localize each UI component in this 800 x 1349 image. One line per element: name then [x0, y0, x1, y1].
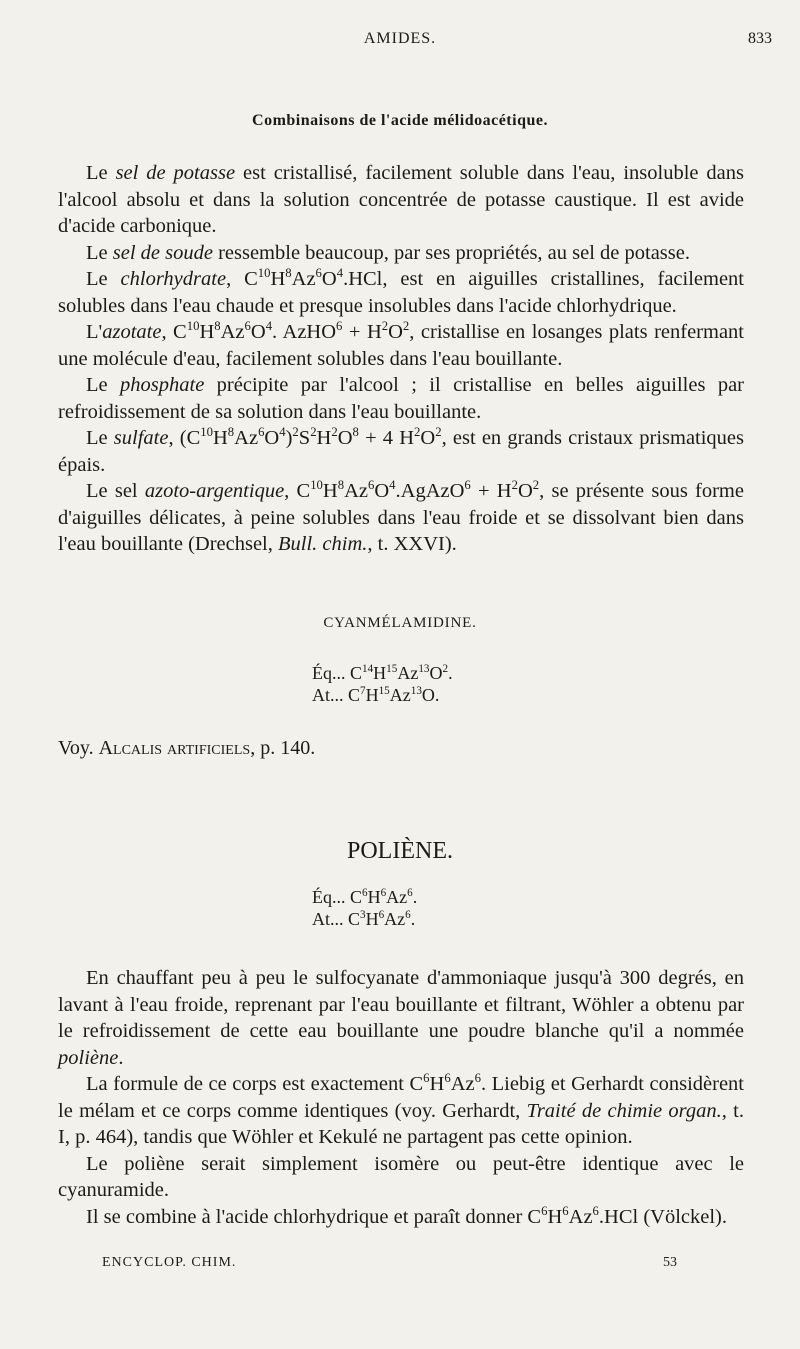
poliene-formulas	[312, 886, 417, 930]
superscript: 15	[378, 685, 390, 697]
superscript: 6	[315, 266, 322, 281]
superscript: 4	[279, 425, 286, 440]
superscript: 2	[381, 319, 389, 334]
superscript: 6	[380, 887, 387, 899]
paragraph: La formule de ce corps est exactement $C^6H^6Az^6$. Liebig et Gerhardt considèrent le mélam et ce corps comme identiques (voy. Gerhardt, Traité de chimie organ., t. I, p. 464), tandis que Wöhler et Kekulé ne partagent pas cette opinion.	[58, 1071, 745, 1148]
italic-term: azotate	[102, 321, 162, 343]
page-number: 833	[748, 30, 772, 47]
superscript: 6	[407, 887, 413, 899]
poliene-title: POLIÈNE.	[347, 838, 453, 864]
paragraph: En chauffant peu à peu le sulfocyanate d'ammoniaque jusqu'à 300 degrés, en lavant à l'eau froide, reprenant par l'eau bouillante et filtrant, Wöhler a obtenu par le refroidissement de cette eau bouillante une poudre blanche qu'il a nommée poliène.	[58, 967, 744, 1069]
superscript: 6	[541, 1203, 548, 1218]
cyanmelamidine-title: CYANMÉLAMIDINE.	[323, 615, 477, 631]
paragraph: Le sel de soude ressemble beaucoup, par ses propriétés, au sel de potasse.	[86, 241, 690, 264]
superscript: 6	[444, 1071, 451, 1086]
paragraph: L'azotate, $C^{10}H^8Az^6O^4$. AzHO$^6$ + $H^2O^2$, cristallise en losanges plats renfermant une molécule d'eau, facilement solubles dans l'eau bouillante.	[58, 319, 744, 370]
superscript: 10	[310, 478, 323, 493]
italic-term: Traité de chimie organ.	[526, 1099, 722, 1122]
superscript: 7	[360, 685, 366, 697]
superscript: 2	[532, 478, 540, 493]
superscript: 10	[257, 266, 271, 281]
superscript: 10	[186, 319, 200, 334]
paragraph: Le chlorhydrate, $C^{10}H^8Az^6O^4.HCl$, est en aiguilles cristallines, facilement solubles dans l'eau chaude et presque insolubles dans l'acide chlorhydrique.	[58, 266, 744, 317]
superscript: 6	[464, 478, 471, 493]
footer-signature: 53	[663, 1255, 677, 1270]
superscript: 6	[474, 1071, 481, 1086]
formula-line: At... $C^3H^6Az^6$.	[312, 909, 416, 929]
see-also-line	[58, 735, 744, 762]
formula-line: Éq... $C^6H^6Az^6$.	[312, 887, 418, 907]
superscript: 6	[592, 1203, 599, 1218]
superscript: 2	[442, 663, 449, 675]
superscript: 2	[292, 425, 299, 440]
footer-publication: ENCYCLOP. CHIM.	[102, 1255, 237, 1270]
superscript: 8	[352, 425, 359, 440]
superscript: 13	[418, 663, 430, 675]
italic-term: azoto-argentique	[144, 480, 285, 502]
superscript: 3	[360, 909, 366, 921]
italic-term: Bull. chim.	[278, 533, 368, 555]
italic-term: chlorhydrate	[120, 268, 227, 290]
italic-term: poliène	[58, 1046, 119, 1069]
paragraph: Il se combine à l'acide chlorhydrique et paraît donner $C^6H^6Az^6.HCl$ (Völckel).	[86, 1203, 728, 1228]
formula-line: Éq... $C^{14}H^{15}Az^{13}O^2$.	[312, 663, 453, 683]
superscript: 8	[214, 319, 221, 334]
paragraph: Le poliène serait simplement isomère ou peut-être identique avec le cyanuramide.	[58, 1152, 744, 1201]
superscript: 4	[389, 478, 396, 493]
small-caps-ref: Alcalis artificiels	[98, 737, 251, 759]
paragraph: Le phosphate précipite par l'alcool ; il cristallise en belles aiguilles par refroidissement de sa solution dans l'eau bouillante.	[58, 374, 744, 423]
superscript: 6	[258, 425, 265, 440]
formula-line: At... $C^7H^{15}Az^{13}O$.	[312, 685, 440, 705]
superscript: 8	[285, 266, 292, 281]
superscript: 14	[362, 663, 374, 675]
superscript: 6	[405, 909, 411, 921]
running-title: AMIDES.	[363, 30, 437, 47]
superscript: 2	[435, 425, 442, 440]
superscript: 8	[337, 478, 345, 493]
superscript: 2	[511, 478, 518, 493]
paragraph: Le sel azoto-argentique, $C^{10}H^8Az^6O^4.AgAzO^6 + H^2O^2$, se présente sous forme d'aiguilles délicates, à peine solubles dans l'eau froide et se dissolvant bien dans l'eau bouillante (Drechsel, Bull. chim., t. XXVI).	[58, 478, 744, 555]
superscript: 6	[362, 887, 368, 899]
superscript: 15	[386, 663, 398, 675]
superscript: 2	[414, 425, 421, 440]
superscript: 6	[367, 478, 375, 493]
running-head	[0, 28, 800, 58]
italic-term: sel de potasse	[115, 162, 236, 184]
superscript: 6	[244, 319, 251, 334]
superscript: 4	[265, 319, 273, 334]
superscript: 6	[378, 909, 385, 921]
paragraph: Le sulfate, $(C^{10}H^8Az^6O^4)^2S^2H^2O^8 + 4$ $H^2O^2$, est en grands cristaux prismatiques épais.	[58, 425, 745, 476]
see-also-text: Voy. Alcalis artificiels, p. 140.	[58, 737, 316, 759]
section-heading: Combinaisons de l'acide mélidoacétique.	[252, 112, 548, 129]
italic-term: sel de soude	[112, 241, 213, 264]
italic-term: phosphate	[120, 374, 205, 396]
superscript: 6	[562, 1203, 569, 1218]
superscript: 2	[310, 425, 317, 440]
superscript: 6	[423, 1071, 430, 1086]
superscript: 4	[336, 266, 344, 281]
cyanmelamidine-formulas	[312, 662, 453, 706]
paragraph: Le sel de potasse est cristallisé, facilement soluble dans l'eau, insoluble dans l'alcool absolu et dans la solution concentrée de potasse caustique. Il est avide d'acide carbonique.	[58, 162, 744, 237]
poliene-paragraphs	[58, 965, 744, 1230]
salts-paragraphs	[58, 160, 744, 558]
superscript: 2	[331, 425, 338, 440]
superscript: 6	[336, 319, 343, 334]
superscript: 13	[410, 685, 422, 697]
superscript: 2	[402, 319, 410, 334]
superscript: 10	[200, 425, 213, 440]
italic-term: sulfate	[113, 427, 169, 449]
superscript: 8	[227, 425, 235, 440]
